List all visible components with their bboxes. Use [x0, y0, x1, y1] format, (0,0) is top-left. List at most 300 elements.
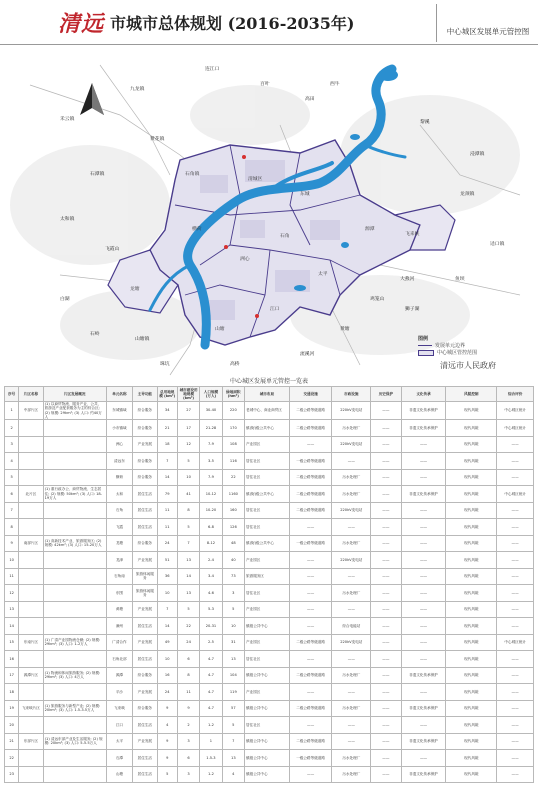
table-cell-util: 220kV变电站 [332, 634, 371, 651]
table-cell-culture: —— [401, 750, 446, 767]
table-cell-a2: 12 [177, 436, 199, 453]
place-label: 浸潭镇 [470, 152, 485, 157]
table-cell-eval: —— [497, 502, 534, 519]
table-cell-culture: —— [401, 634, 446, 651]
table-row [5, 700, 534, 717]
unit-label: 江口 [270, 307, 280, 312]
table-cell-eval: —— [497, 568, 534, 585]
table-body [5, 402, 534, 783]
table-cell-traffic: 一级公路等级道路 [289, 453, 332, 470]
table-cell-summary: (1) 广清产业园物流仓储; (2) 规模: 29km²; (3) 人口: 1-2万人 [43, 634, 106, 651]
table-cell-a2: 2 [177, 717, 199, 734]
table-cell-func: 综合服务 [133, 535, 157, 552]
table-cell-area [19, 469, 43, 486]
table-cell-pop: 3-5 [200, 453, 222, 470]
table-cell-unit: 石角 [106, 502, 132, 519]
table-cell-a1: 21 [157, 420, 177, 437]
table-cell-func: 产业发展 [133, 684, 157, 701]
table-cell-summary: (1) 清远东部产业及生活服务; (2) 规模: 20km²; (3) 人口: 5-5.5万人 [43, 733, 106, 750]
table-cell-style: 现代风貌 [446, 700, 497, 717]
table-cell-area [19, 436, 43, 453]
table-cell-layout: 镇级公共中心 [245, 750, 290, 767]
table-cell-green: 3 [222, 585, 244, 602]
table-cell-traffic: —— [289, 436, 332, 453]
unit-label: 石角镇 [185, 172, 200, 177]
table-cell-layout: 镇级公共中心 [245, 618, 290, 635]
table-cell-pop: 4-7 [200, 651, 222, 668]
table-cell-unit: 石角北部 [106, 651, 132, 668]
map-area [0, 45, 538, 376]
table-cell-func: 综合服务 [133, 453, 157, 470]
table-cell-a2: 5 [177, 519, 199, 536]
title-text: 市城市总体规划 (2016-2035年) [110, 13, 355, 33]
map-title [58, 6, 354, 38]
table-cell-pop: 1 [200, 733, 222, 750]
table-cell-a1: 10 [157, 651, 177, 668]
table-cell-summary [43, 766, 106, 783]
control-table-section [4, 378, 534, 798]
table-cell-no: 22 [5, 750, 19, 767]
table-cell-no: 23 [5, 766, 19, 783]
table-cell-summary [43, 684, 106, 701]
table-cell-summary: (1) 高新技术产业、旅游服务区; (2) 规模: 42km²; (3) 人口: 15-20万人 [43, 535, 106, 552]
legend-title: 图例 [418, 336, 429, 342]
column-header: 市政设施 [332, 387, 371, 402]
table-cell-traffic: —— [289, 651, 332, 668]
table-cell-pop: 1-2 [200, 717, 222, 734]
header [0, 0, 538, 45]
table-cell-summary [43, 469, 106, 486]
table-cell-summary [43, 436, 106, 453]
table-cell-green: 119 [222, 684, 244, 701]
table-cell-culture: 非遗文化传承保护 [401, 733, 446, 750]
table-cell-summary [43, 552, 106, 569]
unit-label: 洲心 [240, 257, 250, 262]
range-swatch-icon [418, 350, 434, 356]
place-label: 鸡笼山 [370, 297, 385, 302]
table-cell-eval: —— [497, 750, 534, 767]
place-label: 大燕河 [400, 277, 415, 282]
table-cell-style: 现代风貌 [446, 634, 497, 651]
table-cell-util: 220kV变电站 [332, 436, 371, 453]
control-table [4, 386, 534, 783]
table-cell-no: 17 [5, 667, 19, 684]
column-header: 人口规模 (万人) [200, 387, 222, 402]
table-row [5, 750, 534, 767]
table-cell-green: 5 [222, 601, 244, 618]
table-cell-unit: 清远东 [106, 453, 132, 470]
table-cell-func: 居住生活 [133, 618, 157, 635]
table-cell-a2: 8 [177, 502, 199, 519]
table-row [5, 453, 534, 470]
table-cell-util: —— [332, 453, 371, 470]
unit-label: 东城 [300, 192, 310, 197]
column-header: 综合评价 [497, 387, 534, 402]
table-cell-util: 污水处理厂 [332, 535, 371, 552]
table-cell-no: 18 [5, 684, 19, 701]
table-cell-area [19, 651, 43, 668]
table-cell-unit: 石潭 [106, 750, 132, 767]
table-cell-traffic: 二级公路等级道路 [289, 502, 332, 519]
table-cell-func: 居住生活 [133, 717, 157, 734]
table-cell-a2: 5 [177, 601, 199, 618]
table-cell-eval: —— [497, 651, 534, 668]
table-cell-culture: 非遗文化传承保护 [401, 420, 446, 437]
table-cell-traffic: —— [289, 601, 332, 618]
table-cell-util: 污水处理厂 [332, 766, 371, 783]
table-cell-util: —— [332, 568, 371, 585]
table-cell-unit: 东围 [106, 585, 132, 602]
table-cell-green: 73 [222, 568, 244, 585]
place-label: 百叶 [260, 82, 270, 87]
table-cell-summary [43, 453, 106, 470]
table-cell-culture: —— [401, 552, 446, 569]
table-cell-heritage: —— [371, 568, 402, 585]
table-cell-no: 6 [5, 486, 19, 503]
table-header-row [5, 387, 534, 402]
table-row [5, 486, 534, 503]
table-cell-a2: 22 [177, 618, 199, 635]
table-cell-unit: 小市镇域 [106, 420, 132, 437]
table-cell-no: 1 [5, 402, 19, 420]
table-cell-layout: 居住社区 [245, 717, 290, 734]
table-cell-heritage: —— [371, 535, 402, 552]
table-cell-util: 污水处理厂 [332, 667, 371, 684]
table-row [5, 469, 534, 486]
city-brand: 清远 [58, 10, 105, 37]
table-cell-util: —— [332, 519, 371, 536]
table-cell-summary [43, 601, 106, 618]
table-cell-pop: 10-20 [200, 502, 222, 519]
table-cell-a1: 9 [157, 750, 177, 767]
table-cell-heritage: —— [371, 585, 402, 602]
table-row [5, 667, 534, 684]
table-cell-util: 220kV变电站 [332, 402, 371, 420]
table-cell-heritage: —— [371, 618, 402, 635]
table-cell-culture: 非遗文化传承保护 [401, 700, 446, 717]
table-cell-eval: —— [497, 684, 534, 701]
table-cell-heritage: —— [371, 684, 402, 701]
table-row [5, 420, 534, 437]
table-cell-summary [43, 651, 106, 668]
table-cell-a2: 41 [177, 486, 199, 503]
unit-label: 龙塘 [130, 287, 140, 292]
table-cell-a2: 6 [177, 750, 199, 767]
place-label: 流溪河 [300, 352, 315, 357]
table-cell-area: 北片区 [19, 486, 43, 503]
table-cell-green: 10 [222, 618, 244, 635]
table-cell-unit: 平沙 [106, 684, 132, 701]
table-cell-style: 现代风貌 [446, 535, 497, 552]
table-cell-util: 污水处理厂 [332, 469, 371, 486]
table-cell-style: 现代风貌 [446, 733, 497, 750]
map-svg [0, 45, 538, 376]
column-header: 交通设施 [289, 387, 332, 402]
table-cell-culture: —— [401, 618, 446, 635]
table-cell-a1: 79 [157, 486, 177, 503]
table-cell-util: —— [332, 651, 371, 668]
table-cell-eval: 中心城区统计 [497, 634, 534, 651]
table-cell-style: 现代风貌 [446, 717, 497, 734]
table-cell-summary [43, 618, 106, 635]
place-label: 龙颈镇 [460, 192, 475, 197]
table-cell-culture: 非遗文化传承保护 [401, 486, 446, 503]
table-cell-culture: —— [401, 684, 446, 701]
table-cell-area: 东南片区 [19, 634, 43, 651]
table-cell-unit: 石角南 [106, 568, 132, 585]
table-cell-area: 源潭片区 [19, 667, 43, 684]
table-cell-util: —— [332, 717, 371, 734]
table-cell-util: 污水处理厂 [332, 486, 371, 503]
table-cell-a1: 10 [157, 585, 177, 602]
table-cell-traffic: —— [289, 684, 332, 701]
table-cell-eval: 中心城区统计 [497, 402, 534, 420]
place-label: 禾云镇 [60, 117, 75, 122]
table-cell-green: 126 [222, 519, 244, 536]
unit-label: 山塘 [215, 327, 225, 332]
table-cell-summary [43, 519, 106, 536]
table-cell-pop: 4-7 [200, 667, 222, 684]
table-cell-a1: 24 [157, 684, 177, 701]
legend-item-label: 发展单元边界 [435, 343, 466, 349]
legend-item [418, 342, 528, 349]
table-cell-green: 4 [222, 766, 244, 783]
table-cell-green: 7 [222, 733, 244, 750]
table-cell-area [19, 750, 43, 767]
table-cell-a2: 3 [177, 766, 199, 783]
table-cell-layout: 产业园区 [245, 634, 290, 651]
table-cell-layout: 产业园区 [245, 684, 290, 701]
table-cell-layout: 居住社区 [245, 469, 290, 486]
table-cell-traffic: 二级公路等级道路 [289, 469, 332, 486]
table-cell-culture: —— [401, 453, 446, 470]
column-header: 文化传承 [401, 387, 446, 402]
table-cell-layout: 镇级公共中心 [245, 667, 290, 684]
table-cell-a2: 13 [177, 585, 199, 602]
table-row [5, 535, 534, 552]
table-cell-culture: —— [401, 601, 446, 618]
table-cell-area [19, 766, 43, 783]
table-cell-pop: 21-28 [200, 420, 222, 437]
table-cell-util: 综合电能站 [332, 618, 371, 635]
table-cell-green: 116 [222, 453, 244, 470]
table-cell-no: 21 [5, 733, 19, 750]
table-cell-area: 东部片区 [19, 733, 43, 750]
table-cell-heritage: —— [371, 634, 402, 651]
table-cell-a1: 9 [157, 733, 177, 750]
table-cell-area [19, 453, 43, 470]
table-cell-unit: 龙塘 [106, 535, 132, 552]
table-cell-layout: 镇(街)级公共中心 [245, 535, 290, 552]
place-label: 黄花镇 [150, 137, 165, 142]
unit-label: 飞来峡 [405, 232, 420, 237]
table-cell-traffic: —— [289, 618, 332, 635]
table-cell-traffic: —— [289, 552, 332, 569]
table-cell-no: 14 [5, 618, 19, 635]
column-header: 历史保护 [371, 387, 402, 402]
place-label: 珠坑 [160, 362, 170, 367]
table-cell-pop: 2-5 [200, 634, 222, 651]
table-cell-culture: —— [401, 502, 446, 519]
place-label: 太和镇 [60, 217, 75, 222]
table-cell-unit: 太平 [106, 733, 132, 750]
table-cell-green: 13 [222, 651, 244, 668]
table-cell-func: 旅游休闲服务 [133, 585, 157, 602]
table-cell-a1: 18 [157, 436, 177, 453]
table-cell-area [19, 717, 43, 734]
table-cell-util: 污水处理厂 [332, 700, 371, 717]
table-cell-style: 现代风貌 [446, 601, 497, 618]
unit-label: 石角 [280, 234, 290, 239]
table-cell-eval: —— [497, 519, 534, 536]
table-cell-util: —— [332, 733, 371, 750]
place-label: 白湖 [60, 297, 70, 302]
table-cell-func: 综合服务 [133, 420, 157, 437]
table-cell-style: 现代风貌 [446, 453, 497, 470]
table-cell-func: 产业发展 [133, 601, 157, 618]
table-cell-layout: 产业园区 [245, 552, 290, 569]
table-cell-a1: 14 [157, 618, 177, 635]
table-cell-func: 居住生活 [133, 519, 157, 536]
table-cell-unit: 横荷 [106, 469, 132, 486]
table-cell-func: 居住生活 [133, 766, 157, 783]
table-cell-heritage: —— [371, 453, 402, 470]
table-cell-func: 综合服务 [133, 469, 157, 486]
table-cell-summary [43, 585, 106, 602]
table-cell-area [19, 519, 43, 536]
table-cell-green: 22 [222, 469, 244, 486]
table-cell-a1: 14 [157, 469, 177, 486]
table-cell-green: 5 [222, 717, 244, 734]
table-cell-style: 现代风貌 [446, 750, 497, 767]
table-row [5, 568, 534, 585]
table-cell-area [19, 585, 43, 602]
table-cell-layout: 镇级公共中心 [245, 766, 290, 783]
place-label: 西牛 [330, 82, 340, 87]
table-cell-style: 现代风貌 [446, 552, 497, 569]
column-header: 片区发展概况 [43, 387, 106, 402]
table-cell-culture: —— [401, 519, 446, 536]
table-cell-no: 9 [5, 535, 19, 552]
table-cell-traffic: —— [289, 568, 332, 585]
table-cell-a1: 11 [157, 502, 177, 519]
table-cell-unit: 源潭 [106, 667, 132, 684]
table-cell-area [19, 568, 43, 585]
place-label: 高桥 [230, 362, 240, 367]
table-cell-pop: 5-3 [200, 601, 222, 618]
table-cell-a1: 24 [157, 535, 177, 552]
table-cell-a2: 3 [177, 733, 199, 750]
table-cell-summary [43, 568, 106, 585]
table-cell-a2: 9 [177, 700, 199, 717]
table-cell-a1: 36 [157, 568, 177, 585]
table-cell-util: 污水处理厂 [332, 585, 371, 602]
table-row [5, 618, 534, 635]
table-cell-func: 产业发展 [133, 436, 157, 453]
table-row [5, 766, 534, 783]
unit-label: 横荷 [192, 227, 202, 232]
table-cell-culture: —— [401, 436, 446, 453]
place-label: 狮子湖 [405, 307, 420, 312]
table-cell-unit: 洲心 [106, 436, 132, 453]
table-cell-layout: 老城中心、商业商贸区 [245, 402, 290, 420]
table-cell-green: 160 [222, 502, 244, 519]
table-cell-heritage: —— [371, 700, 402, 717]
table-cell-no: 8 [5, 519, 19, 536]
table-cell-style: 现代风貌 [446, 585, 497, 602]
table-cell-util: 污水处理厂 [332, 750, 371, 767]
table-cell-no: 5 [5, 469, 19, 486]
table-row [5, 552, 534, 569]
unit-label: 清城区 [248, 177, 263, 182]
table-cell-summary [43, 750, 106, 767]
table-cell-traffic: 一级公路等级道路 [289, 535, 332, 552]
table-cell-eval: —— [497, 700, 534, 717]
table-cell-eval: —— [497, 436, 534, 453]
table-cell-traffic: 二级公路等级道路 [289, 733, 332, 750]
table-cell-a1: 4 [157, 717, 177, 734]
table-cell-eval: —— [497, 601, 534, 618]
legend-item-label: 中心城区管控范围 [437, 350, 478, 356]
table-cell-eval: 中心城区统计 [497, 486, 534, 503]
place-label: 石岭 [90, 332, 100, 337]
table-cell-no: 16 [5, 651, 19, 668]
table-cell-culture: 非遗文化传承保护 [401, 766, 446, 783]
table-cell-a1: 5 [157, 766, 177, 783]
table-cell-heritage: —— [371, 402, 402, 420]
table-cell-green: 1160 [222, 486, 244, 503]
table-cell-traffic: 二级公路等级道路 [289, 486, 332, 503]
table-cell-eval: —— [497, 585, 534, 602]
table-cell-culture: —— [401, 469, 446, 486]
table-cell-layout: 产业园区 [245, 436, 290, 453]
table-row [5, 684, 534, 701]
unit-label: 源潭 [365, 227, 375, 232]
table-cell-summary: (1) 旅游服务与新型产业; (2) 规模: 20km²; (3) 人口: 1.5-3.5万人 [43, 700, 106, 717]
table-row [5, 402, 534, 420]
table-cell-eval: —— [497, 667, 534, 684]
table-cell-func: 旅游休闲服务 [133, 568, 157, 585]
table-cell-pop: 2-4 [200, 552, 222, 569]
table-cell-func: 居住生活 [133, 651, 157, 668]
table-cell-unit: 黄塘 [106, 601, 132, 618]
table-cell-layout: 居住社区 [245, 585, 290, 602]
table-cell-util: 220kV变电站 [332, 552, 371, 569]
place-label: 连江口 [205, 67, 220, 72]
table-cell-no: 10 [5, 552, 19, 569]
table-cell-summary: (1) 物流和休闲旅游服务; (2) 规模: 29km²; (3) 人口: 4万人 [43, 667, 106, 684]
table-cell-a1: 49 [157, 634, 177, 651]
table-cell-style: 现代风貌 [446, 667, 497, 684]
table-cell-a2: 10 [177, 469, 199, 486]
table-cell-style: 现代风貌 [446, 469, 497, 486]
table-cell-eval: —— [497, 766, 534, 783]
place-label: 黎溪 [420, 120, 430, 125]
table-cell-pop: 7-9 [200, 469, 222, 486]
table-cell-culture: —— [401, 651, 446, 668]
table-cell-no: 19 [5, 700, 19, 717]
table-cell-a2: 11 [177, 684, 199, 701]
table-cell-green: 170 [222, 420, 244, 437]
table-cell-a2: 8 [177, 667, 199, 684]
place-label: 黄塘 [340, 327, 350, 332]
table-cell-layout: 产业园区 [245, 601, 290, 618]
table-cell-eval: —— [497, 535, 534, 552]
table-cell-style: 现代风貌 [446, 651, 497, 668]
table-cell-summary [43, 717, 106, 734]
table-cell-pop: 20-31 [200, 618, 222, 635]
table-cell-no: 4 [5, 453, 19, 470]
